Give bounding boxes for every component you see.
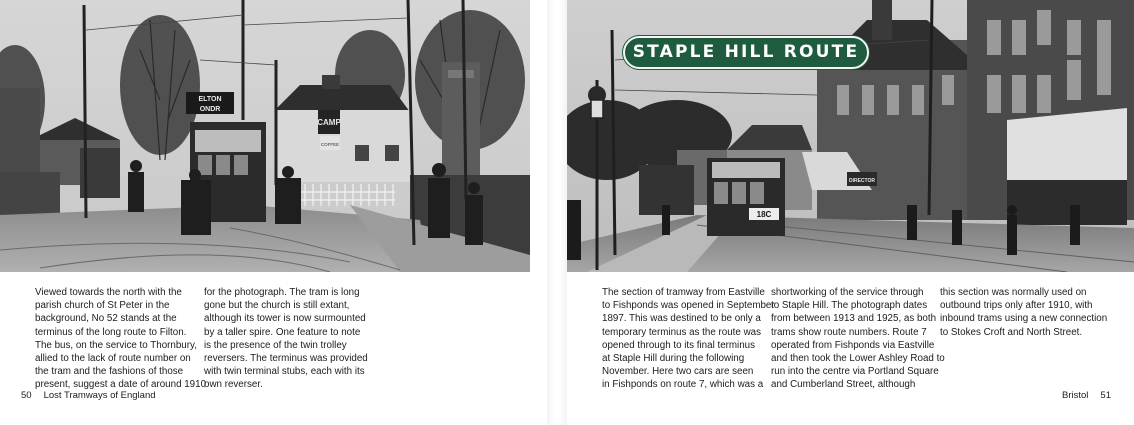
- caption-column-2: [204, 286, 368, 392]
- tram-destination-line-2: ONDR: [199, 106, 221, 113]
- tram-destination-line-1: ELTON: [198, 96, 222, 103]
- caption-line: the tram and the fashions of those: [35, 366, 184, 378]
- caption-line: own reverser.: [204, 379, 263, 391]
- tram-route-number: 18C: [756, 210, 772, 219]
- caption-line: gone but the church is still extant,: [204, 300, 350, 312]
- page-number: 51: [1100, 390, 1111, 401]
- caption-line: trams show route numbers. Route 7: [771, 326, 927, 338]
- caption-line: November. Here two cars are seen: [602, 366, 754, 378]
- caption-line: Viewed towards the north with the: [35, 287, 182, 298]
- caption-column-1: [35, 286, 206, 392]
- caption-line: although its tower is now surmounted: [204, 313, 366, 325]
- caption-line: 1897. This was destined to be only a: [602, 313, 761, 325]
- caption-line: operated from Fishponds via Eastville: [771, 339, 935, 351]
- caption-line: temporary terminus as the route was: [602, 326, 761, 338]
- caption-line: with twin terminal stubs, each with its: [204, 366, 365, 378]
- caption-line: The bus, on the service to Thornbury,: [35, 339, 197, 351]
- caption-line: parish church of St Peter in the: [35, 300, 170, 312]
- route-banner: STAPLE HILL ROUTE: [623, 36, 869, 69]
- shop-sign-text: DIRECTOR: [848, 178, 876, 184]
- caption-line: from between 1913 and 1925, as both: [771, 313, 937, 325]
- caption-line: this section was normally used on: [940, 287, 1087, 298]
- caption-line: to Fishponds was opened in September: [602, 300, 775, 312]
- caption-column-3: [940, 286, 1107, 339]
- caption-line: in Fishponds on route 7, which was a: [602, 379, 764, 391]
- tram-terminus-photo: [0, 0, 530, 272]
- left-folio: [21, 390, 156, 401]
- caption-line: opened through to its final terminus: [602, 339, 756, 351]
- board-sub-sign-text: COFFEE: [320, 142, 340, 147]
- caption-line: reversers. The terminus was provided: [204, 353, 368, 365]
- caption-line: to Staple Hill. The photograph dates: [771, 300, 928, 312]
- caption-line: shortworking of the service through: [771, 287, 924, 298]
- caption-line: and Cumberland Street, although: [771, 379, 916, 391]
- right-page: [567, 0, 1134, 425]
- caption-line: is the presence of the twin trolley: [204, 339, 347, 351]
- caption-line: inbound trams using a new connection: [940, 313, 1108, 325]
- caption-line: at Staple Hill during the following: [602, 353, 745, 365]
- running-head: Bristol: [1062, 390, 1089, 401]
- caption-line: outbound trips only after 1910, with: [940, 300, 1093, 312]
- caption-line: and then took the Lower Ashley Road to: [771, 353, 945, 365]
- caption-line: The section of tramway from Eastville: [602, 287, 765, 298]
- caption-line: to Stokes Croft and North Street.: [940, 326, 1083, 338]
- fishponds-trams-photo: [567, 0, 1134, 272]
- board-sign-text: CAMP: [317, 118, 341, 127]
- caption-column-2: [771, 286, 945, 392]
- left-page: [0, 0, 555, 425]
- page-number: 50: [21, 390, 32, 401]
- caption-column-1: [602, 286, 775, 392]
- caption-line: background, No 52 stands at the: [35, 313, 177, 325]
- caption-line: present, suggest a date of around 1910: [35, 379, 207, 391]
- caption-line: for the photograph. The tram is long: [204, 287, 360, 298]
- caption-line: allied to the lack of route number on: [35, 353, 191, 365]
- running-head: Lost Tramways of England: [43, 390, 156, 401]
- caption-line: terminus of the long route to Filton.: [35, 326, 187, 338]
- caption-line: by a taller spire. One feature to note: [204, 326, 361, 338]
- caption-line: run into the centre via Portland Square: [771, 366, 939, 378]
- right-folio: [1062, 390, 1111, 401]
